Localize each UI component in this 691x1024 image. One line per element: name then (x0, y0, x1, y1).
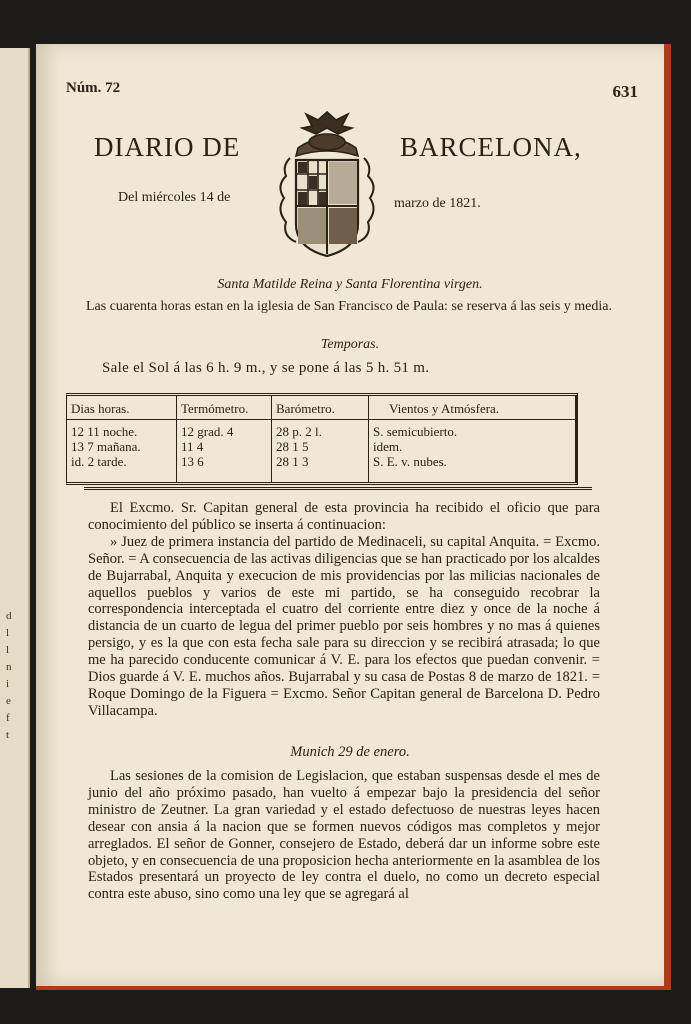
table-cell: 11 4 (181, 439, 204, 454)
masthead-title-left: DIARIO DE (94, 132, 241, 162)
weather-column-barometro (272, 420, 369, 482)
article-munich (88, 768, 600, 903)
table-cell: S. E. v. nubes. (373, 454, 447, 469)
page-number: 631 (612, 82, 638, 101)
issue-date-left: Del miércoles 14 de (118, 190, 231, 205)
masthead-title-right: BARCELONA, (400, 132, 582, 162)
forty-hours-notice: Las cuarenta horas estan en la iglesia de San Francisco de Paula: se reserva á las seis y media. (86, 299, 612, 314)
weather-column-dias (67, 420, 177, 482)
article-letter: » Juez de primera instancia del partido de Medinaceli, su capital Anquita. = Excmo. Señor. = A consecuencia de las activas diligencias que se han practicado por los alcaldes de Bujarrabal, Anquita y execucion de mis providencias por las milicias nacionales de aquellos pueblos y varios de este mi partido, se ha conseguido recobrar la correspondencia interceptada el cuatro del corriente entre diez y once de la noche á distancia de un cuarto de legua del primer pueblo por seis hombres y no mas á quienes persigo, y es la que con esta fecha sale para su direccion y se recibirá atrasada; lo que me ha parecido conducente comunicar á V. E. para los efectos que puedan convenir. = Dios guarde á V. E. muchos años. Bujarrabal y su casa de Postas 8 de marzo de 1821. = Roque Domingo de la Figuera = Excmo. Señor Capitan general de Barcelona D. Pedro Villacampa. (88, 533, 600, 719)
table-cell: idem. (373, 439, 403, 454)
table-cell: 28 1 3 (276, 454, 309, 469)
table-cell: 28 p. 2 l. (276, 424, 322, 439)
table-cell: 12 11 noche. (71, 424, 138, 439)
adjacent-page-fragments: d l l n i e f t (6, 610, 12, 741)
weather-header-termometro: Termómetro. (177, 396, 272, 420)
weather-column-vientos (369, 420, 575, 482)
adjacent-page-edge (0, 48, 30, 988)
table-cell: 12 grad. 4 (181, 424, 234, 439)
table-cell: 13 7 mañana. (71, 439, 141, 454)
weather-header-barometro: Barómetro. (272, 396, 369, 420)
table-cell: 13 6 (181, 454, 204, 469)
temporas-heading: Temporas. (320, 337, 380, 352)
coat-of-arms-icon (268, 106, 386, 264)
article-munich-text: Las sesiones de la comision de Legislacion, que estaban suspensas desde el mes de junio del año próximo pasado, han vuelto á empezar bajo la presidencia del señor ministro de Zeutner. La gran variedad y el estado defectuoso de nuestras leyes hacen desear con ansia á la nacion que se formen nuevos códigos mas completos y mejor arreglados. El señor de Gonner, consejero de Estado, deberá dar un informe sobre este objeto, y en consecuencia de una proposicion hecha anteriormente en la asamblea de los Estados presentará un proyecto de ley contra el duelo, no como un decreto especial contra este abuso, sino como una ley que se agregará al (88, 768, 600, 903)
section-rule (84, 487, 592, 490)
sunrise-sunset: Sale el Sol á las 6 h. 9 m., y se pone á las 5 h. 51 m. (102, 360, 430, 376)
newspaper-page (36, 44, 671, 990)
issue-date-right: marzo de 1821. (394, 196, 481, 211)
table-cell: 28 1 5 (276, 439, 309, 454)
weather-header-vientos: Vientos y Atmósfera. (369, 396, 575, 420)
article-intro: El Excmo. Sr. Capitan general de esta provincia ha recibido el oficio que para conocimiento del público se inserta á continuacion: (88, 500, 600, 533)
saints-of-the-day: Santa Matilde Reina y Santa Florentina virgen. (217, 277, 483, 292)
dateline-munich: Munich 29 de enero. (290, 744, 410, 760)
table-cell: id. 2 tarde. (71, 454, 127, 469)
weather-table (66, 393, 578, 485)
table-cell: S. semicubierto. (373, 424, 458, 439)
weather-header-dias: Dias horas. (67, 396, 177, 420)
article-capitan-general (88, 500, 600, 720)
issue-number: Núm. 72 (66, 80, 121, 96)
weather-column-termometro (177, 420, 272, 482)
